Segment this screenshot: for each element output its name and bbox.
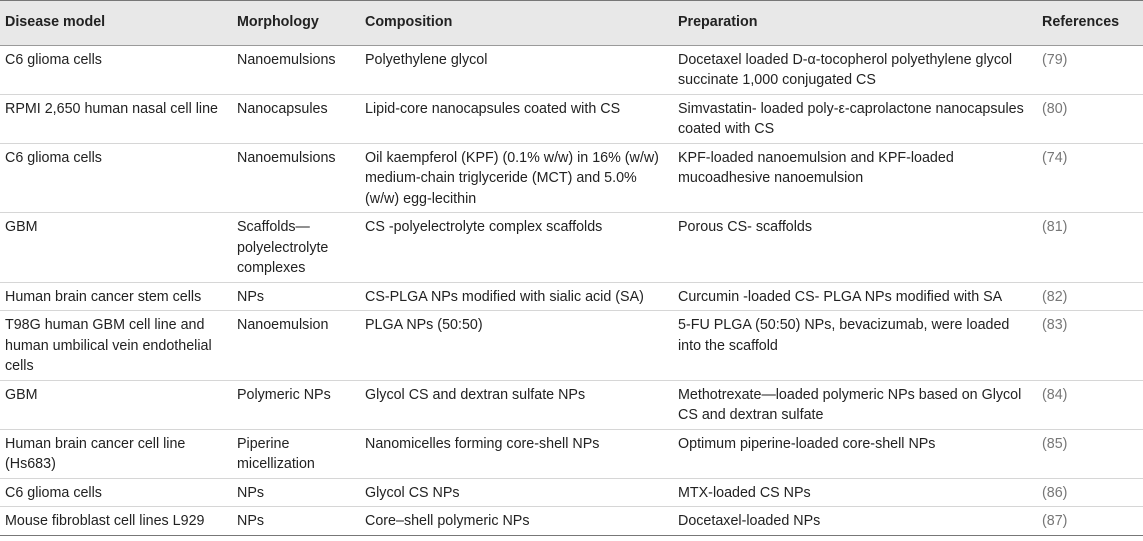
header-morphology: Morphology	[233, 1, 361, 46]
cell-reference-link[interactable]: (84)	[1038, 380, 1143, 429]
table-row	[0, 507, 1143, 536]
header-composition: Composition	[361, 1, 674, 46]
cell-morphology: Scaffolds—polyelectrolyte complexes	[233, 213, 361, 283]
cell-preparation: Docetaxel-loaded NPs	[674, 507, 1038, 536]
header-preparation: Preparation	[674, 1, 1038, 46]
cell-reference-link[interactable]: (82)	[1038, 282, 1143, 311]
cell-preparation: Simvastatin- loaded poly-ε-caprolactone nanocapsules coated with CS	[674, 94, 1038, 143]
header-row	[0, 1, 1143, 46]
cell-disease-model: GBM	[0, 213, 233, 283]
cell-composition: Glycol CS NPs	[361, 478, 674, 507]
cell-composition: PLGA NPs (50:50)	[361, 311, 674, 381]
cell-composition: Polyethylene glycol	[361, 45, 674, 94]
table-row	[0, 45, 1143, 94]
cell-preparation: KPF-loaded nanoemulsion and KPF-loaded mucoadhesive nanoemulsion	[674, 143, 1038, 213]
cell-reference-link[interactable]: (79)	[1038, 45, 1143, 94]
cell-reference-link[interactable]: (87)	[1038, 507, 1143, 536]
header-disease-model: Disease model	[0, 1, 233, 46]
cell-disease-model: Human brain cancer stem cells	[0, 282, 233, 311]
cell-morphology: Nanocapsules	[233, 94, 361, 143]
cell-composition: Glycol CS and dextran sulfate NPs	[361, 380, 674, 429]
cell-reference-link[interactable]: (74)	[1038, 143, 1143, 213]
table-header	[0, 1, 1143, 46]
cell-disease-model: C6 glioma cells	[0, 143, 233, 213]
cell-disease-model: Human brain cancer cell line (Hs683)	[0, 429, 233, 478]
cell-morphology: Polymeric NPs	[233, 380, 361, 429]
table-body	[0, 45, 1143, 535]
cell-morphology: NPs	[233, 282, 361, 311]
cell-preparation: Curcumin -loaded CS- PLGA NPs modified with SA	[674, 282, 1038, 311]
cell-morphology: NPs	[233, 507, 361, 536]
cell-composition: Core–shell polymeric NPs	[361, 507, 674, 536]
table-row	[0, 94, 1143, 143]
cell-preparation: MTX-loaded CS NPs	[674, 478, 1038, 507]
cell-morphology: Piperine micellization	[233, 429, 361, 478]
cell-morphology: NPs	[233, 478, 361, 507]
cell-disease-model: C6 glioma cells	[0, 478, 233, 507]
cell-composition: Lipid-core nanocapsules coated with CS	[361, 94, 674, 143]
cell-preparation: Methotrexate—loaded polymeric NPs based on Glycol CS and dextran sulfate	[674, 380, 1038, 429]
table-row	[0, 213, 1143, 283]
header-references: References	[1038, 1, 1143, 46]
cell-reference-link[interactable]: (80)	[1038, 94, 1143, 143]
table-row	[0, 380, 1143, 429]
table-row	[0, 143, 1143, 213]
cell-morphology: Nanoemulsions	[233, 143, 361, 213]
cell-reference-link[interactable]: (86)	[1038, 478, 1143, 507]
cell-composition: Nanomicelles forming core-shell NPs	[361, 429, 674, 478]
cell-disease-model: RPMI 2,650 human nasal cell line	[0, 94, 233, 143]
cell-disease-model: T98G human GBM cell line and human umbilical vein endothelial cells	[0, 311, 233, 381]
cell-composition: Oil kaempferol (KPF) (0.1% w/w) in 16% (w/w) medium-chain triglyceride (MCT) and 5.0% (w/w) egg-lecithin	[361, 143, 674, 213]
table-row	[0, 429, 1143, 478]
table-row	[0, 478, 1143, 507]
cell-disease-model: C6 glioma cells	[0, 45, 233, 94]
cell-reference-link[interactable]: (83)	[1038, 311, 1143, 381]
cell-morphology: Nanoemulsions	[233, 45, 361, 94]
cell-composition: CS -polyelectrolyte complex scaffolds	[361, 213, 674, 283]
cell-preparation: Porous CS- scaffolds	[674, 213, 1038, 283]
cell-preparation: 5-FU PLGA (50:50) NPs, bevacizumab, were loaded into the scaffold	[674, 311, 1038, 381]
table-row	[0, 282, 1143, 311]
table-row	[0, 311, 1143, 381]
cell-morphology: Nanoemulsion	[233, 311, 361, 381]
cell-preparation: Docetaxel loaded D-α-tocopherol polyethylene glycol succinate 1,000 conjugated CS	[674, 45, 1038, 94]
cell-reference-link[interactable]: (81)	[1038, 213, 1143, 283]
cell-disease-model: GBM	[0, 380, 233, 429]
cell-composition: CS-PLGA NPs modified with sialic acid (SA)	[361, 282, 674, 311]
cell-preparation: Optimum piperine-loaded core-shell NPs	[674, 429, 1038, 478]
cell-disease-model: Mouse fibroblast cell lines L929	[0, 507, 233, 536]
cell-reference-link[interactable]: (85)	[1038, 429, 1143, 478]
